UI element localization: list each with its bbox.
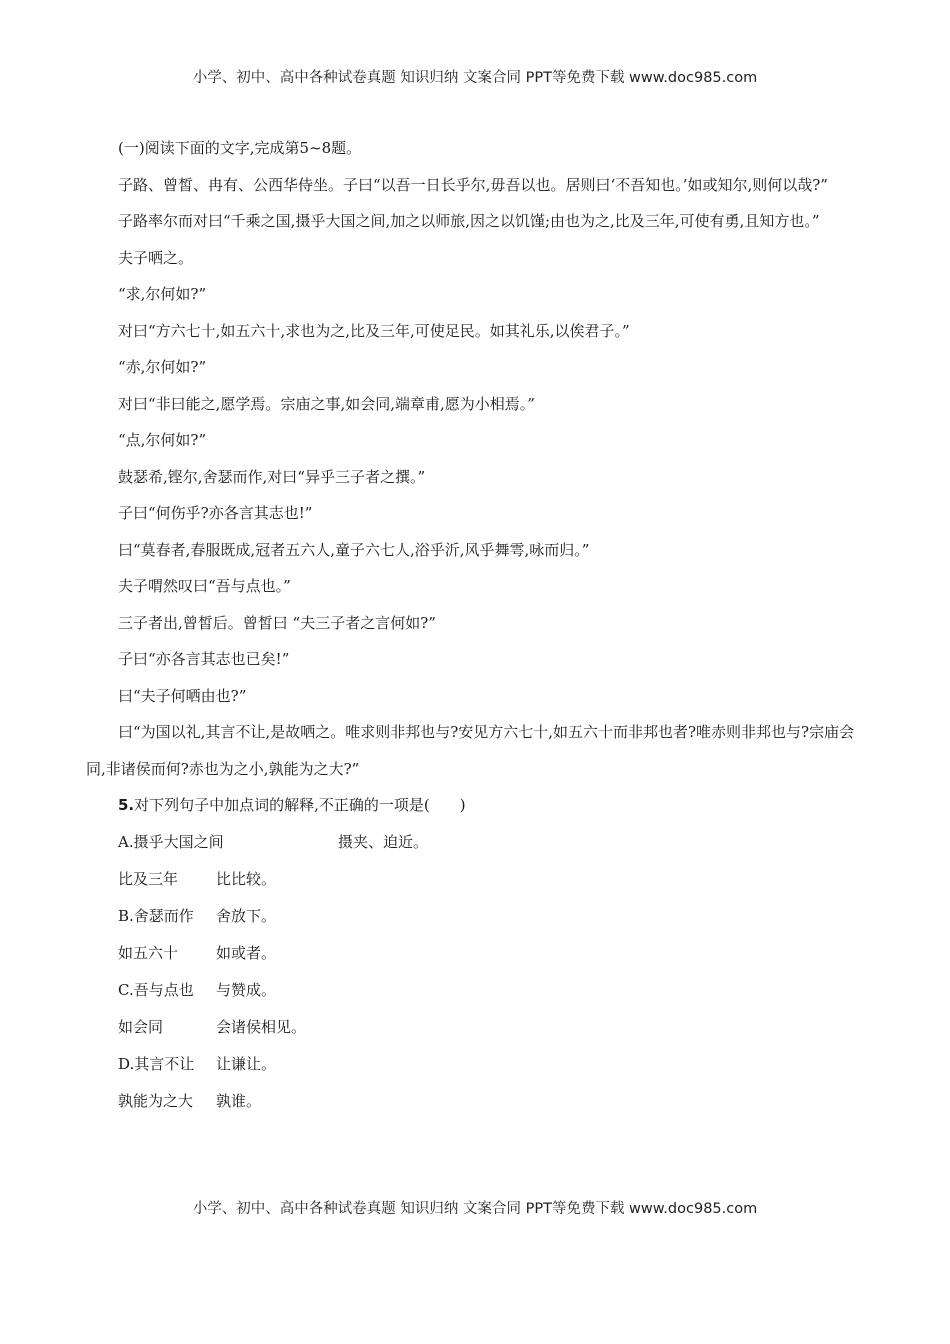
- question-stem: [86, 787, 864, 824]
- option-line: [86, 824, 864, 861]
- passage-paragraph: 子路、曾皙、冉有、公西华侍坐。子曰“以吾一日长乎尔,毋吾以也。居则曰‘不吾知也。’如或知尔,则何以哉?”: [118, 175, 828, 194]
- document-body: [86, 130, 864, 1120]
- option-phrase: D.其言不让: [118, 1054, 195, 1073]
- question-text: 对下列句子中加点词的解释,不正确的一项是( ): [134, 796, 466, 814]
- option-line: [86, 1009, 864, 1046]
- passage-paragraph: 夫子喟然叹曰“吾与点也。”: [118, 577, 291, 595]
- option-gloss: 比比较。: [216, 869, 277, 888]
- option-line: [86, 972, 864, 1009]
- option-phrase: 如会同: [118, 1017, 164, 1036]
- question-number: 5.: [118, 796, 135, 814]
- option-gloss: 孰谁。: [216, 1091, 262, 1110]
- passage-paragraph: 对曰“非曰能之,愿学焉。宗庙之事,如会同,端章甫,愿为小相焉。”: [118, 394, 535, 413]
- option-phrase: C.吾与点也: [118, 980, 194, 999]
- option-gloss: 让谦让。: [216, 1054, 277, 1073]
- passage-paragraph: “点,尔何如?”: [118, 431, 207, 449]
- passage-paragraph: 子曰“亦各言其志也已矣!”: [118, 650, 290, 668]
- passage-paragraph: 曰“为国以礼,其言不让,是故哂之。唯求则非邦也与?安见方六七十,如五六十而非邦也者?唯赤则非邦也与?宗庙会同,非诸侯而何?赤也为之小,孰能为之大?”: [86, 723, 855, 778]
- page-footer: 小学、初中、高中各种试卷真题 知识归纳 文案合同 PPT等免费下载 www.doc985.com: [192, 1201, 758, 1217]
- passage-paragraph: 鼓瑟希,铿尔,舍瑟而作,对曰“异乎三子者之撰。”: [118, 467, 426, 486]
- option-gloss: 摄夹、迫近。: [338, 832, 429, 851]
- option-phrase: 比及三年: [118, 869, 179, 888]
- option-line: [86, 935, 864, 972]
- passage-paragraph: “赤,尔何如?”: [118, 358, 207, 376]
- passage-paragraph: 子路率尔而对曰“千乘之国,摄乎大国之间,加之以师旅,因之以饥馑;由也为之,比及三年,可使有勇,且知方也。”: [118, 212, 820, 230]
- option-gloss: 如或者。: [216, 943, 277, 962]
- option-gloss: 会诸侯相见。: [216, 1017, 307, 1036]
- page-header: 小学、初中、高中各种试卷真题 知识归纳 文案合同 PPT等免费下载 www.doc985.com: [192, 70, 758, 86]
- option-phrase: A.摄乎大国之间: [118, 832, 224, 851]
- section-intro: (一)阅读下面的文字,完成第5~8题。: [118, 139, 362, 157]
- option-gloss: 舍放下。: [216, 906, 277, 925]
- passage-paragraph: “求,尔何如?”: [118, 285, 207, 303]
- passage-paragraph: 对曰“方六七十,如五六十,求也为之,比及三年,可使足民。如其礼乐,以俟君子。”: [118, 321, 630, 340]
- option-phrase: 如五六十: [118, 943, 179, 962]
- option-phrase: B.舍瑟而作: [118, 906, 194, 925]
- option-line: [86, 1083, 864, 1120]
- option-phrase: 孰能为之大: [118, 1091, 194, 1110]
- option-line: [86, 861, 864, 898]
- passage-paragraph: 曰“夫子何哂由也?”: [118, 686, 247, 705]
- passage-paragraph: 夫子哂之。: [118, 248, 194, 267]
- option-gloss: 与赞成。: [216, 980, 277, 999]
- passage-paragraph: 子曰“何伤乎?亦各言其志也!”: [118, 504, 313, 522]
- passage-paragraph: 曰“莫春者,春服既成,冠者五六人,童子六七人,浴乎沂,风乎舞雩,咏而归。”: [118, 540, 590, 559]
- passage-paragraph: 三子者出,曾皙后。曾皙曰 “夫三子者之言何如?”: [118, 613, 436, 632]
- option-line: [86, 1046, 864, 1083]
- option-line: [86, 898, 864, 935]
